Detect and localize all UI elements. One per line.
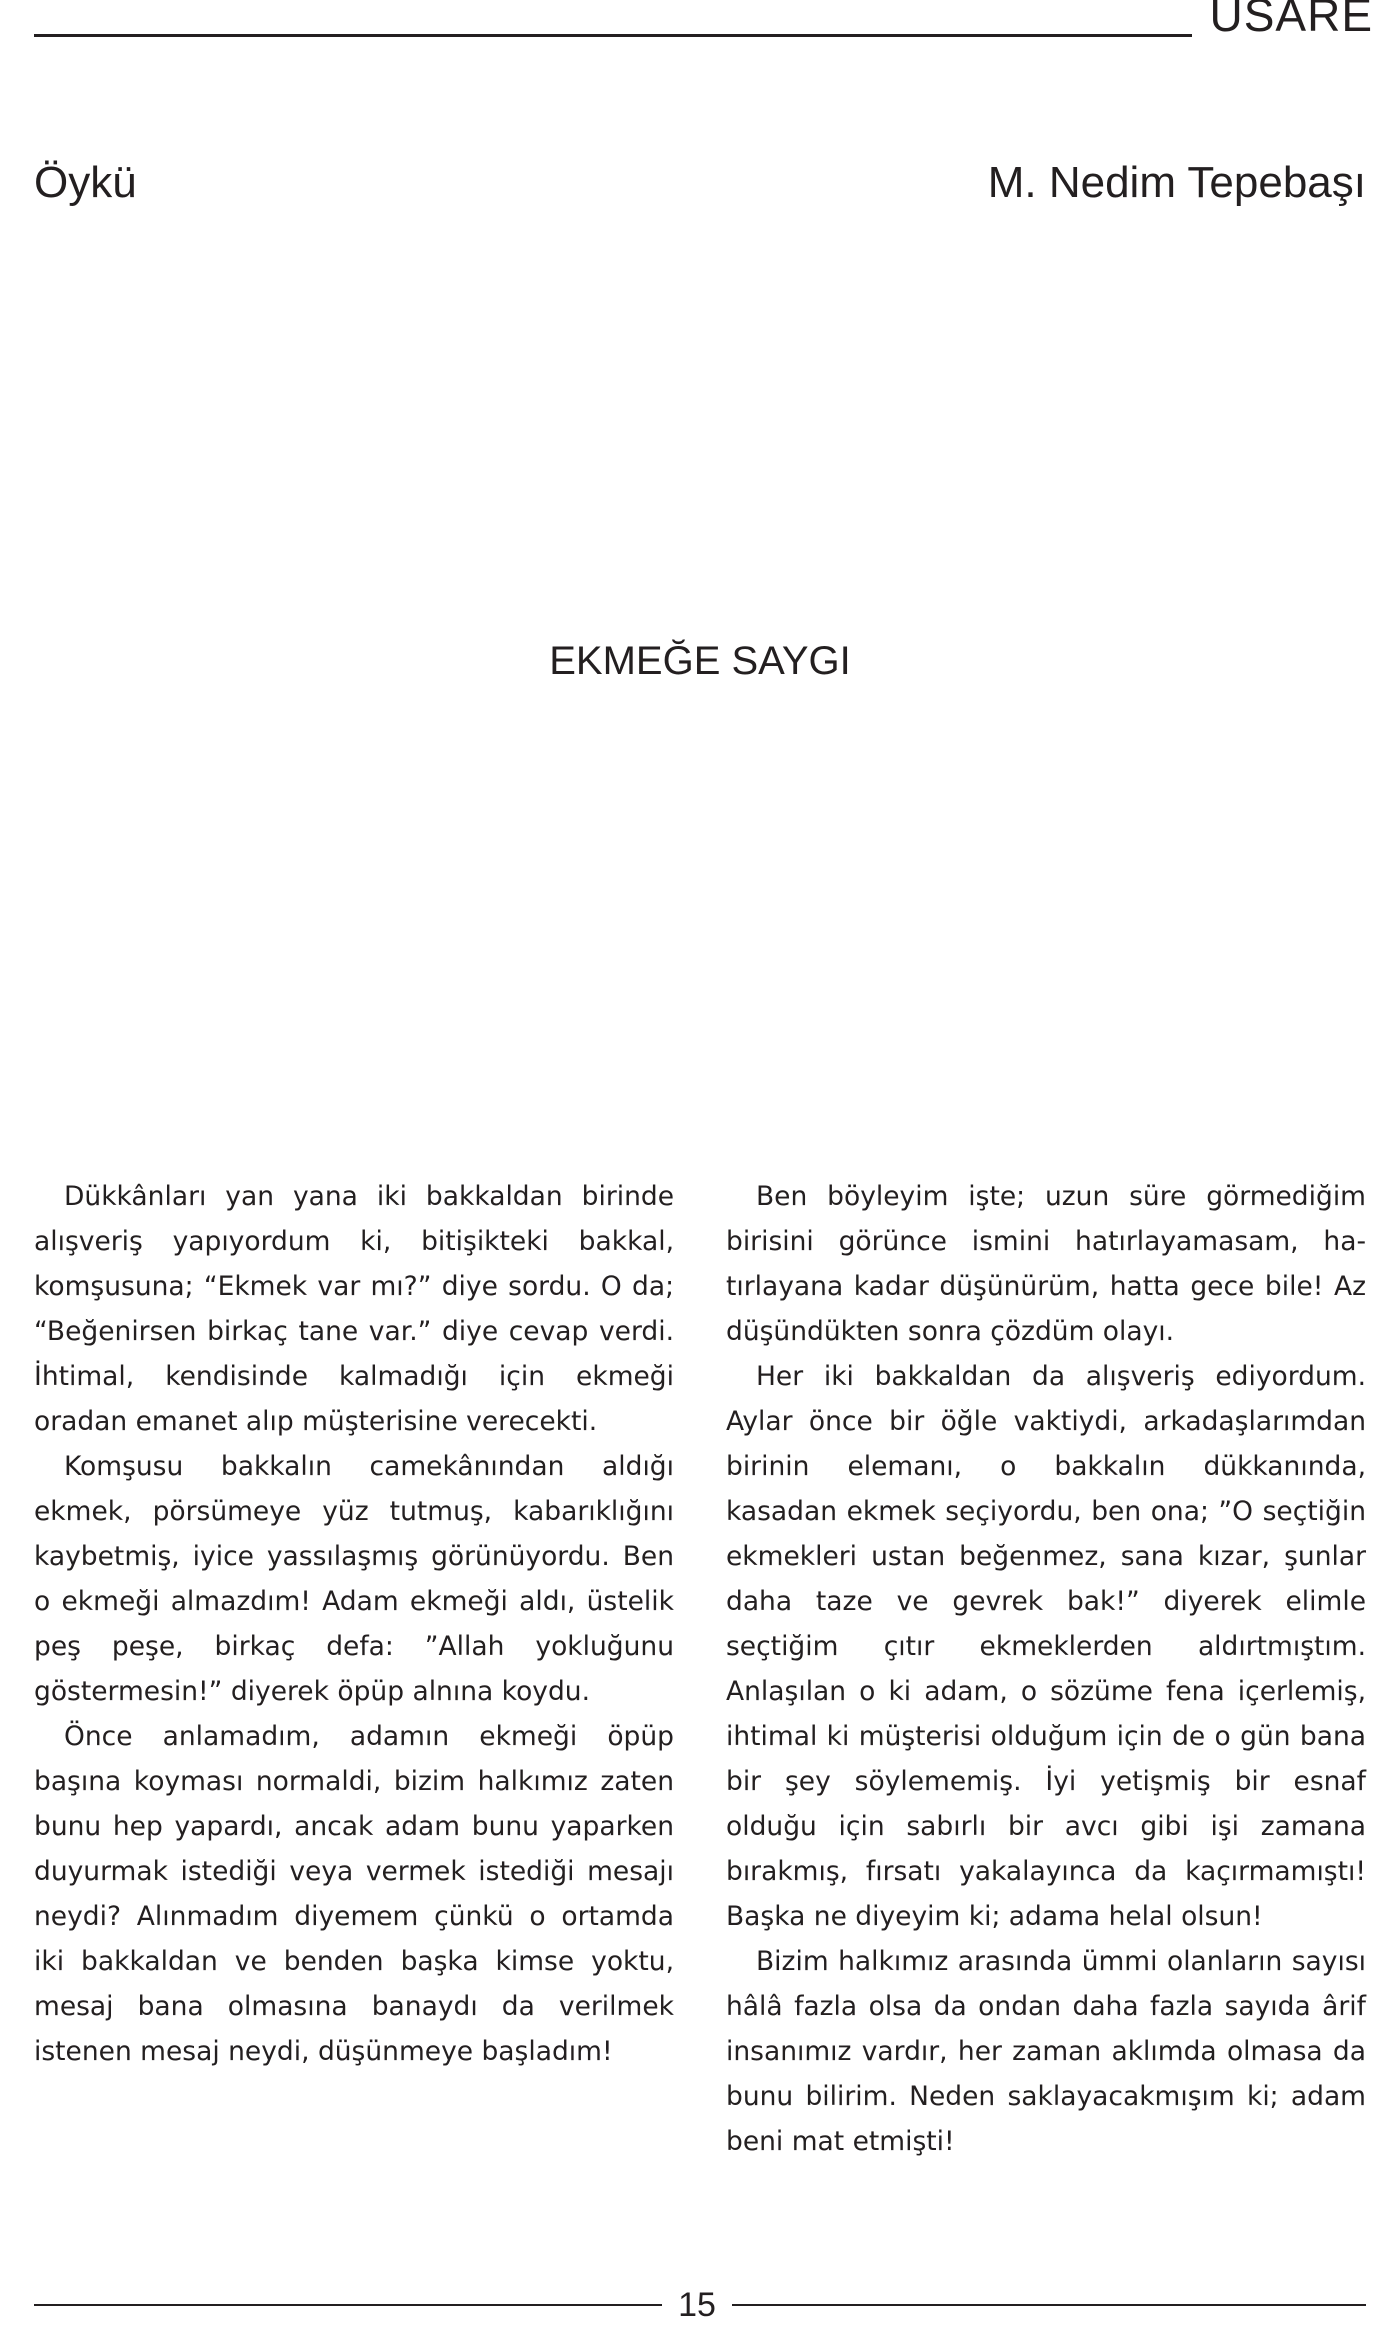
paragraph: Bizim halkımız arasında ümmi olanların sayısı hâlâ fazla olsa da ondan daha fazla sayıda ârif insanımız vardır, her zaman aklımda olmasa da bunu bilirim. Neden saklayacakmışım ki; adam beni mat etmişti! — [726, 1946, 1366, 2157]
paragraph: Her iki bakkaldan da alışveriş ediyordum. Aylar önce bir öğle vaktiydi, arkadaşlarımdan birinin elemanı, o bakkalın dükkanında, kasadan ekmek seçiyordu, ben ona; ”O seçtiğin ekmekleri ustan beğenmez, sana kızar, şunlar daha taze ve gevrek bak!” diyerek elimle seçtiğim çıtır ekmeklerden aldırtmıştım. Anlaşılan o ki adam, o sözüme fena içerlemiş, ihtimal ki müşterisi olduğum için de o gün bana bir şey söylememiş. İyi yetişmiş bir esnaf olduğu için sabırlı bir avcı gibi işi zamana bırakmış, fırsatı yakalayınca da kaçırmamıştı! Başka ne diyeyim ki; adama helal olsun! — [726, 1361, 1366, 1932]
paragraph: Ben böyleyim işte; uzun süre görmediğim birisini görünce ismini hatırlayamasam, hatırlayana kadar düşünürüm, hatta gece bile! Az düşündükten sonra çözdüm olayı. — [726, 1181, 1366, 1347]
header-rule — [34, 34, 1192, 37]
page-number: 15 — [678, 2286, 716, 2324]
footer-rule-left — [34, 2304, 662, 2306]
footer-rule-right — [732, 2304, 1366, 2306]
magazine-title: USARE — [1209, 0, 1373, 41]
section-label: Öykü — [34, 158, 137, 207]
text-column-left — [34, 1174, 674, 2074]
paragraph: Önce anlamadım, adamın ekmeği öpüp başına koyması normaldi, bizim halkımız zaten bunu hep yapardı, ancak adam bunu yaparken duyurmak istediği veya vermek istediği mesajı neydi? Alınmadım diyemem çünkü o ortamda iki bakkaldan ve benden başka kimse yoktu, mesaj bana olmasına banaydı da verilmek istenen mesaj neydi, düşünmeye başladım! — [34, 1721, 674, 2067]
author-name: M. Nedim Tepebaşı — [987, 158, 1366, 207]
story-title: EKMEĞE SAYGI — [549, 639, 851, 683]
paragraph: Komşusu bakkalın camekânından aldığı ekmek, pörsümeye yüz tutmuş, kabarıklığını kaybetmiş, iyice yassılaşmış görünüyordu. Ben o ekmeği almazdım! Adam ekmeği aldı, üstelik peş peşe, birkaç defa: ”Allah yokluğunu göstermesin!” diyerek öpüp alnına koydu. — [34, 1451, 674, 1707]
paragraph: Dükkânları yan yana iki bakkaldan birinde alışveriş yapıyordum ki, bitişikteki bakkal, komşusuna; “Ekmek var mı?” diye sordu. O da; “Beğenirsen birkaç tane var.” diye cevap verdi. İhtimal, kendisinde kalmadığı için ekmeği oradan emanet alıp müşterisine verecekti. — [34, 1181, 674, 1437]
text-column-right — [726, 1174, 1366, 2164]
